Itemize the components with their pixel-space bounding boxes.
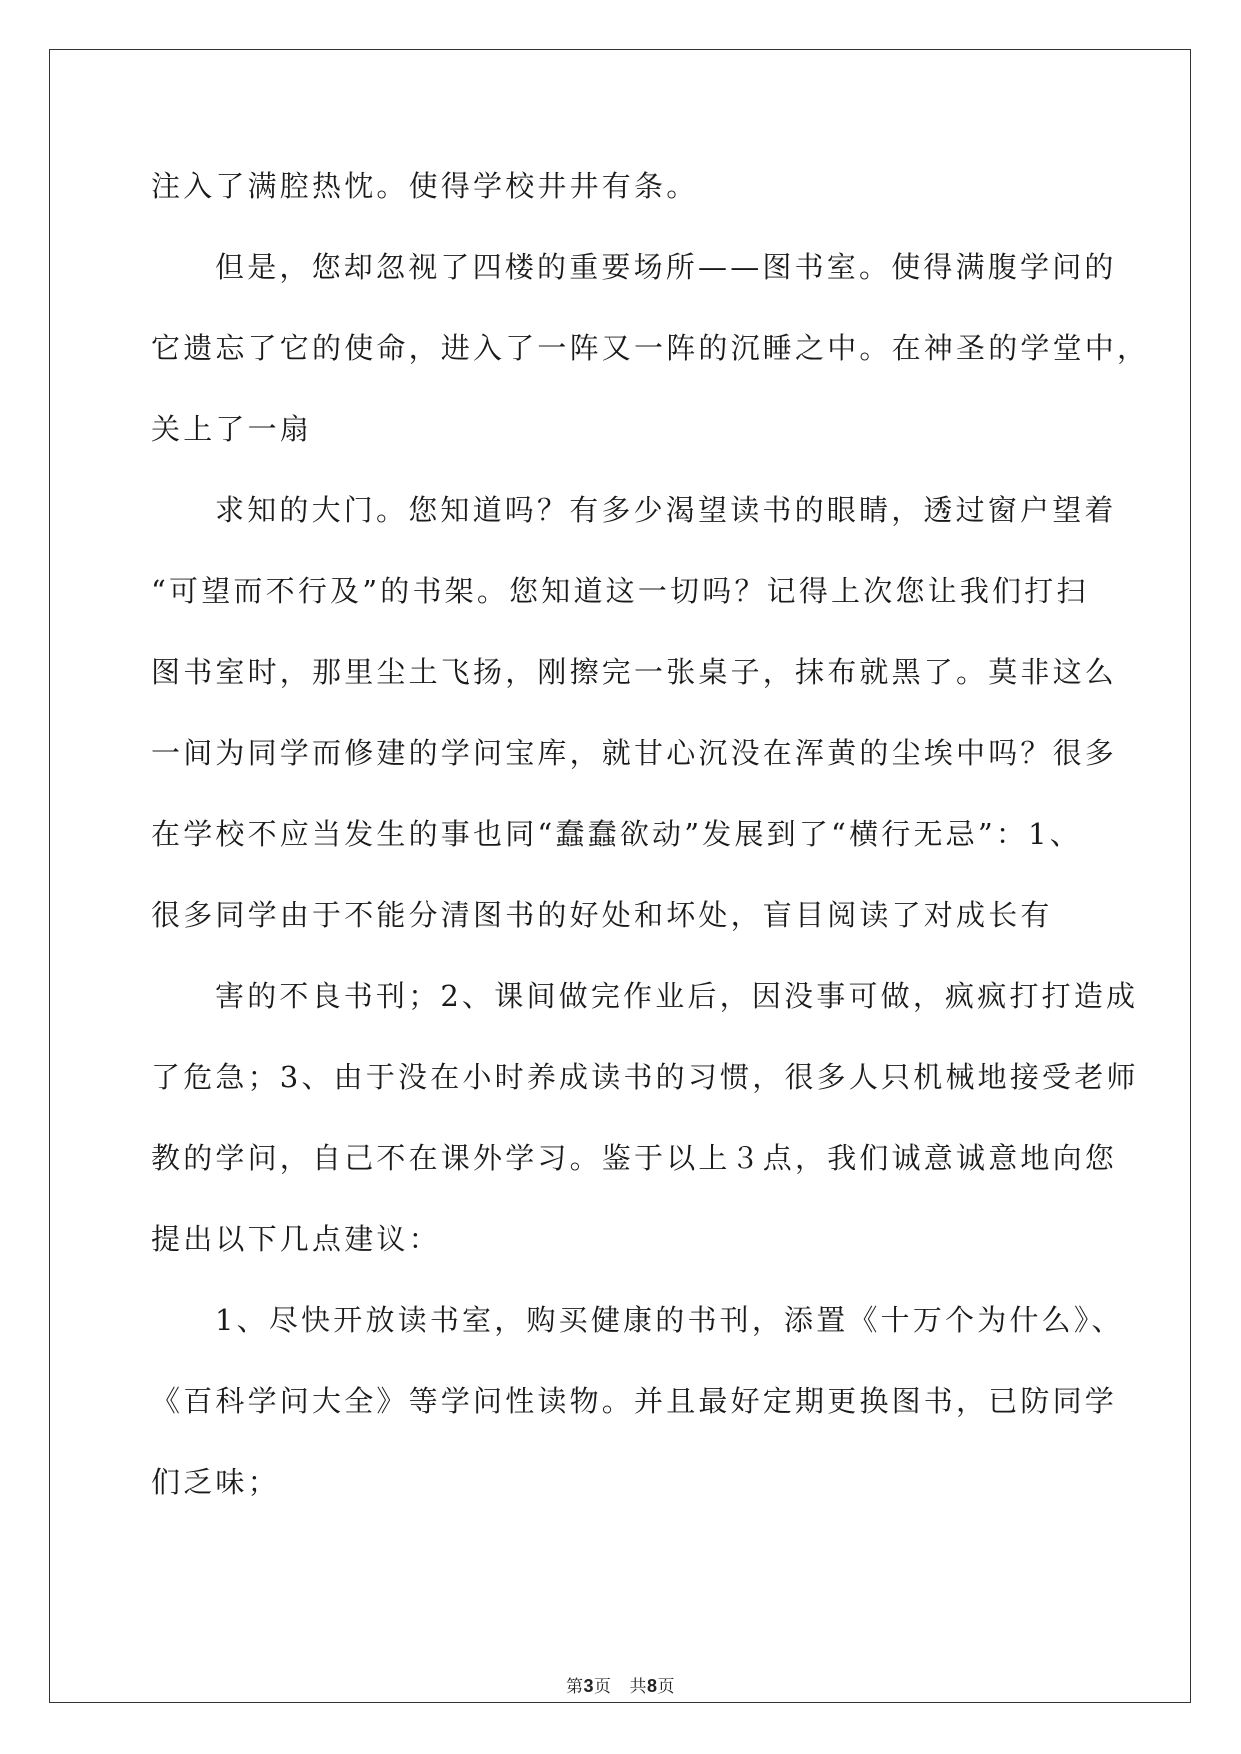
footer-page-number: 3 xyxy=(583,1676,594,1696)
footer-total-suffix: 页 xyxy=(657,1677,676,1697)
text-line: 它遗忘了它的使命，进入了一阵又一阵的沉睡之中。在神圣的学堂中， xyxy=(151,331,1150,365)
text-line: 了危急；3、由于没在小时养成读书的习惯，很多人只机械地接受老师 xyxy=(151,1060,1139,1094)
text-line: 注入了满腔热忱。使得学校井井有条。 xyxy=(151,169,699,203)
text-line: 《百科学问大全》等学问性读物。并且最好定期更换图书，已防同学 xyxy=(151,1384,1118,1418)
text-line: 1、尽快开放读书室，购买健康的书刊，添置《十万个为什么》、 xyxy=(215,1303,1124,1337)
text-line: “可望而不行及”的书架。您知道这一切吗？记得上次您让我们打扫 xyxy=(151,574,1089,608)
text-line: 教的学问，自己不在课外学习。鉴于以上３点，我们诚意诚意地向您 xyxy=(151,1141,1118,1175)
text-line: 关上了一扇 xyxy=(151,412,313,446)
text-line: 但是，您却忽视了四楼的重要场所——图书室。使得满腹学问的 xyxy=(215,250,1117,284)
text-line: 很多同学由于不能分清图书的好处和坏处，盲目阅读了对成长有 xyxy=(151,898,1053,932)
text-line: 求知的大门。您知道吗？有多少渴望读书的眼睛，透过窗户望着 xyxy=(215,493,1117,527)
footer-page-suffix: 页 xyxy=(594,1677,612,1697)
text-line: 们乏味； xyxy=(151,1465,280,1499)
document-body xyxy=(151,160,1150,1537)
text-line: 害的不良书刊；2、课间做完作业后，因没事可做，疯疯打打造成 xyxy=(215,979,1139,1013)
page-footer xyxy=(0,1676,1241,1697)
text-line: 一间为同学而修建的学问宝库，就甘心沉没在浑黄的尘埃中吗？很多 xyxy=(151,736,1118,770)
footer-total-pages: 8 xyxy=(647,1676,658,1696)
text-line: 在学校不应当发生的事也同“蠢蠢欲动”发展到了“横行无忌”：1、 xyxy=(151,817,1082,851)
footer-total-prefix: 共 xyxy=(629,1677,647,1697)
footer-page-prefix: 第 xyxy=(565,1677,584,1697)
text-line: 提出以下几点建议： xyxy=(151,1222,441,1256)
text-line: 图书室时，那里尘土飞扬，刚擦完一张桌子，抹布就黑了。莫非这么 xyxy=(151,655,1118,689)
